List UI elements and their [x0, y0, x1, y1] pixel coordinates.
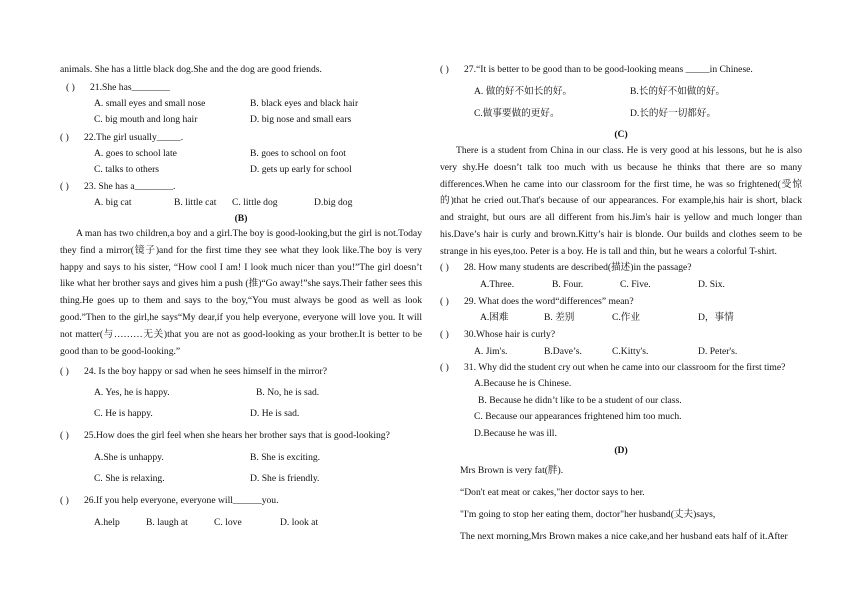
q31-option-b: B. Because he didn’t like to be a student of our class.	[478, 395, 682, 406]
q25-bracket: ( )	[60, 430, 69, 441]
q21-option-c: C. big mouth and long hair	[94, 114, 198, 125]
q26-option-c: C. love	[214, 517, 242, 528]
passage-d-line-3: "I'm going to stop her eating them, doctor"her husband(丈夫)says,	[460, 509, 716, 520]
q23-option-a: A. big cat	[94, 197, 132, 208]
q31-option-a: A.Because he is Chinese.	[474, 378, 572, 389]
q25-option-b: B. She is exciting.	[250, 452, 321, 463]
passage-c: There is a student from China in our class. He is very good at his lessons, but he is also very shy.He doesn’t talk too much with us because he thinks that there are so many differences.When he came into our classroom for the first time, he was so frightened(受惊的)that he cried out.That's because of our appearances. For example,his hair is short, black and straight, but ours are all different from his.Jim's hair is yellow and much longer than his.Dave’s hair is curly and brown.Kitty’s hair is blonde. Our builds and clothes seem to be strange in his eyes,too. Peter is a boy. He is tall and thin, but he wears a colorful T-shirt.	[440, 145, 802, 257]
q22-option-c: C. talks to others	[94, 164, 160, 175]
q25-option-c: C. She is relaxing.	[94, 473, 165, 484]
section-d-title: (D)	[614, 445, 628, 456]
q21-stem: 21.She has________	[90, 82, 170, 93]
q22-option-d: D. gets up early for school	[250, 164, 352, 175]
passage-d-line-2: “Don't eat meat or cakes,"her doctor says to her.	[460, 487, 645, 498]
section-b-title: (B)	[234, 213, 248, 224]
q30-option-b: B.Dave’s.	[544, 346, 582, 357]
q26-bracket: ( )	[60, 495, 69, 506]
q30-stem: 30.Whose hair is curly?	[464, 329, 556, 340]
q23-option-c: C. little dog	[232, 197, 278, 208]
q21-option-d: D. big nose and small ears	[250, 114, 352, 125]
q28-option-a: A.Three.	[480, 279, 515, 290]
q28-bracket: ( )	[440, 262, 449, 273]
q24-option-b: B. No, he is sad.	[256, 387, 320, 398]
q26-option-b: B. laugh at	[146, 517, 188, 528]
q29-option-a: A.困难	[480, 312, 509, 323]
q27-option-b: B.长的好不如做的好。	[630, 86, 726, 97]
q31-bracket: ( )	[440, 362, 449, 373]
q25-option-d: D. She is friendly.	[250, 473, 320, 484]
q28-option-b: B. Four.	[552, 279, 584, 290]
q27-bracket: ( )	[440, 64, 449, 75]
q28-option-c: C. Five.	[620, 279, 651, 290]
q26-option-d: D. look at	[280, 517, 319, 528]
q21-option-b: B. black eyes and black hair	[250, 98, 359, 109]
q23-bracket: ( )	[60, 181, 69, 192]
q21-bracket: ( )	[66, 82, 75, 93]
q24-option-d: D. He is sad.	[250, 408, 300, 419]
q24-stem: 24. Is the boy happy or sad when he sees himself in the mirror?	[84, 366, 327, 377]
q30-option-c: C.Kitty's.	[612, 346, 649, 357]
q25-option-a: A.She is unhappy.	[94, 452, 164, 463]
section-c-title: (C)	[614, 129, 628, 140]
passage-d-line-1: Mrs Brown is very fat(胖).	[460, 465, 564, 476]
q24-bracket: ( )	[60, 366, 69, 377]
q29-bracket: ( )	[440, 296, 449, 307]
q28-option-d: D. Six.	[698, 279, 725, 290]
q26-stem: 26.If you help everyone, everyone will______you.	[84, 495, 279, 506]
q25-stem: 25.How does the girl feel when she hears her brother says that is good-looking?	[84, 430, 390, 441]
q21-option-a: A. small eyes and small nose	[94, 98, 206, 109]
q27-stem: 27.“It is better to be good than to be good-looking means _____in Chinese.	[464, 64, 753, 75]
passage-a-ending: animals. She has a little black dog.She and the dog are good friends.	[60, 64, 322, 75]
q31-option-c: C. Because our appearances frightened him too much.	[474, 411, 682, 422]
q23-option-d: D.big dog	[314, 197, 353, 208]
q22-stem: 22.The girl usually_____.	[84, 132, 184, 143]
q22-option-b: B. goes to school on foot	[250, 148, 346, 159]
passage-d-line-4: The next morning,Mrs Brown makes a nice cake,and her husband eats half of it.After	[460, 531, 788, 542]
q23-stem: 23. She has a________.	[84, 181, 176, 192]
q29-option-b: B. 差别	[544, 312, 575, 323]
q30-bracket: ( )	[440, 329, 449, 340]
q24-option-a: A. Yes, he is happy.	[94, 387, 170, 398]
q29-option-d: D，事情	[698, 312, 734, 323]
q29-option-c: C.作业	[612, 312, 640, 323]
q30-option-d: D. Peter's.	[698, 346, 738, 357]
q23-option-b: B. little cat	[174, 197, 217, 208]
q28-stem: 28. How many students are described(描述)in the passage?	[464, 262, 692, 273]
q31-option-d: D.Because he was ill.	[474, 428, 557, 439]
q27-option-d: D.长的好一切都好。	[630, 108, 717, 119]
q29-stem: 29. What does the word“differences” mean?	[464, 296, 634, 307]
passage-b: A man has two children,a boy and a girl.The boy is good-looking,but the girl is not.Today they find a mirror(镜子)and for the first time they see what they look like.The boy is very happy and says to his sister, “How cool I am! I look much nicer than you!”The girl doesn’t like what her brother says and gives him a push (推)“Go away!”she says.Their father sees this thing.He goes up to them and says to the boy,“You must always be good as well as look good.”Then to the girl,he says“My dear,if you help everyone, everyone will love you. It will not matter(与………无关)that you are not as good-looking as your brother.It is better to be good than to be good-looking.”	[60, 228, 422, 357]
q26-option-a: A.help	[94, 517, 120, 528]
q27-option-a: A. 做的好不如长的好。	[474, 86, 573, 97]
q31-stem: 31. Why did the student cry out when he came into our classroom for the first time?	[464, 362, 786, 373]
q22-bracket: ( )	[60, 132, 69, 143]
q22-option-a: A. goes to school late	[94, 148, 177, 159]
q27-option-c: C.做事要做的更好。	[474, 108, 560, 119]
q24-option-c: C. He is happy.	[94, 408, 153, 419]
q30-option-a: A. Jim's.	[474, 346, 508, 357]
